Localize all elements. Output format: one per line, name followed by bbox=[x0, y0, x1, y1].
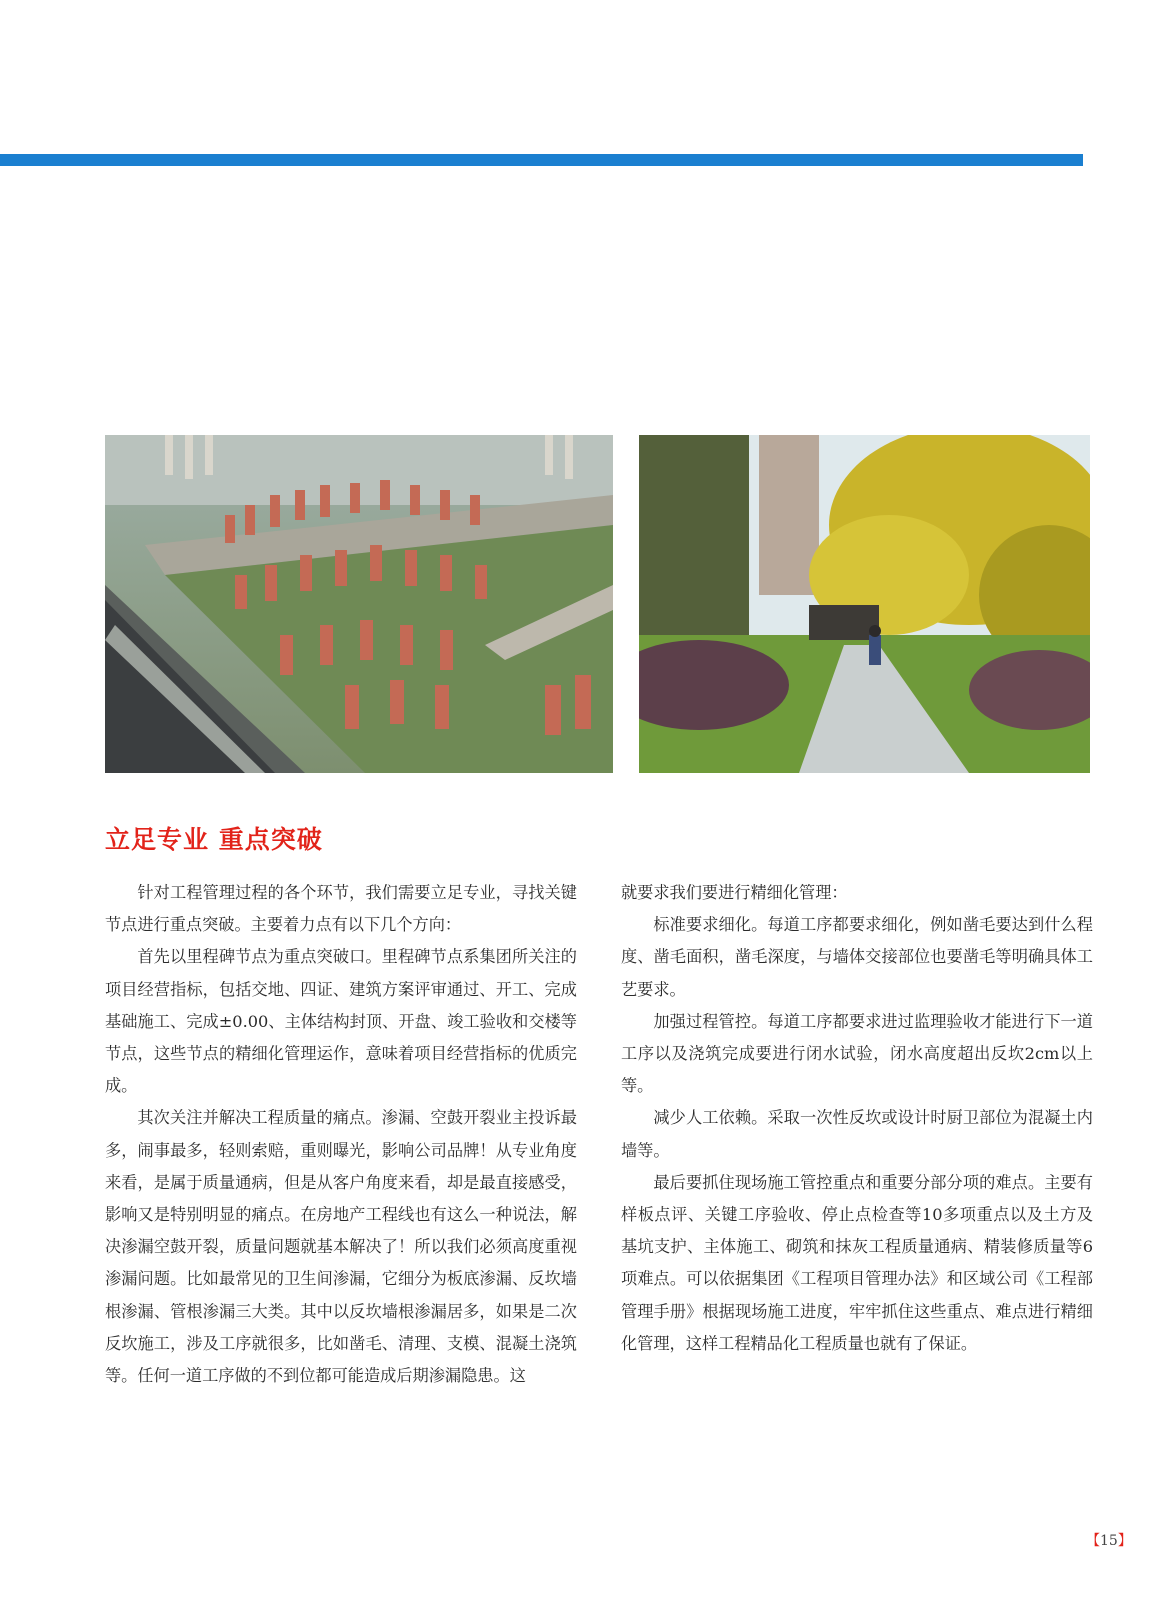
paragraph: 其次关注并解决工程质量的痛点。渗漏、空鼓开裂业主投诉最多，闹事最多，轻则索赔，重则曝光，影响公司品牌！从专业角度来看，是属于质量通病，但是从客户角度来看，却是最直接感受，影响又是特别明显的痛点。在房地产工程线也有这么一种说法，解决渗漏空鼓开裂，质量问题就基本解决了！所以我们必须高度重视渗漏问题。比如最常见的卫生间渗漏，它细分为板底渗漏、反坎墙根渗漏、管根渗漏三大类。其中以反坎墙根渗漏居多，如果是二次反坎施工，涉及工序就很多，比如凿毛、清理、支模、混凝土浇筑等。任何一道工序做的不到位都可能造成后期渗漏隐患。这 bbox=[105, 1108, 577, 1386]
article-column-right bbox=[621, 877, 1093, 1360]
paragraph: 减少人工依赖。采取一次性反坎或设计时厨卫部位为混凝土内墙等。 bbox=[621, 1108, 1093, 1160]
paragraph-continuation: 就要求我们要进行精细化管理： bbox=[621, 883, 848, 902]
paragraph: 针对工程管理过程的各个环节，我们需要立足专业，寻找关键节点进行重点突破。主要着力点有以下几个方向： bbox=[105, 883, 577, 935]
paragraph: 标准要求细化。每道工序都要求细化，例如凿毛要达到什么程度、凿毛面积，凿毛深度，与墙体交接部位也要凿毛等明确具体工艺要求。 bbox=[621, 915, 1093, 999]
aerial-residential-complex-photo bbox=[105, 435, 613, 773]
page-bracket-open: 【 bbox=[1086, 1533, 1100, 1549]
header-rule bbox=[0, 154, 1083, 166]
page-number-value: 15 bbox=[1100, 1533, 1118, 1549]
page-number bbox=[1086, 1530, 1132, 1550]
paragraph: 最后要抓住现场施工管控重点和重要分部分项的难点。主要有样板点评、关键工序验收、停止点检查等10多项重点以及土方及基坑支护、主体施工、砌筑和抹灰工程质量通病、精装修质量等6项难点。可以依据集团《工程项目管理办法》和区域公司《工程部管理手册》根据现场施工进度，牢牢抓住这些重点、难点进行精细化管理，这样工程精品化工程质量也就有了保证。 bbox=[621, 1172, 1093, 1353]
article-column-left bbox=[105, 877, 577, 1392]
page-bracket-close: 】 bbox=[1117, 1533, 1132, 1549]
paragraph: 首先以里程碑节点为重点突破口。里程碑节点系集团所关注的项目经营指标，包括交地、四证、建筑方案评审通过、开工、完成基础施工、完成±0.00、主体结构封顶、开盘、竣工验收和交楼等节点，这些节点的精细化管理运作，意味着项目经营指标的优质完成。 bbox=[105, 947, 577, 1096]
paragraph: 加强过程管控。每道工序都要求进过监理验收才能进行下一道工序以及浇筑完成要进行闭水试验，闭水高度超出反坎2cm以上等。 bbox=[621, 1011, 1093, 1096]
garden-walkway-photo bbox=[639, 435, 1090, 773]
section-heading: 立足专业 重点突破 bbox=[105, 825, 323, 854]
